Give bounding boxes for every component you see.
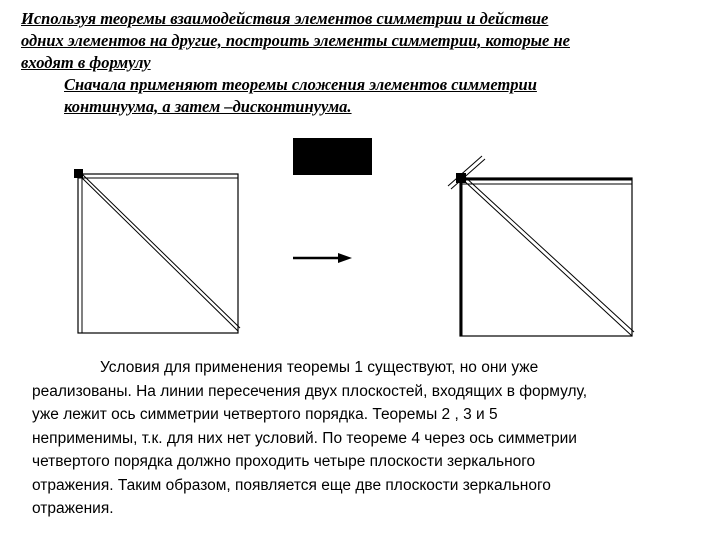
heading-line-1: Используя теоремы взаимодействия элементов симметрии и действие [21, 9, 549, 28]
body-line-7: отражения. [32, 500, 114, 517]
heading-line-4: Сначала применяют теоремы сложения элементов симметрии [64, 75, 537, 94]
body-line-1: Условия для применения теоремы 1 существуют, но они уже [100, 359, 539, 376]
right-square-figure [448, 156, 634, 336]
task-heading [21, 8, 701, 118]
heading-line-3: входят в формулу [21, 53, 151, 72]
body-line-3: уже лежит ось симметрии четвертого порядка. Теоремы 2 , 3 и 5 [32, 406, 498, 423]
heading-line-5: континуума, а затем –дисконтинуума. [64, 97, 352, 116]
explanation-paragraph [32, 356, 702, 521]
right-diagonal-plane-b [464, 176, 634, 332]
heading-line-2: одних элементов на другие, построить элементы симметрии, которые не [21, 31, 570, 50]
body-line-2: реализованы. На линии пересечения двух плоскостей, входящих в формулу, [32, 382, 588, 400]
right-fourfold-axis-icon [456, 173, 466, 183]
body-line-4: неприменимы, т.к. для них нет условий. По теореме 4 через ось симметрии [32, 429, 577, 447]
left-diagonal-plane-b [81, 173, 240, 328]
black-rectangle-icon [293, 138, 372, 175]
body-line-5: четвертого порядка должно проходить четыре плоскости зеркального [32, 453, 536, 470]
left-fourfold-axis-icon [74, 169, 83, 178]
right-diagonal-plane-a [461, 178, 632, 336]
symmetry-construction-figure [0, 130, 720, 345]
left-diagonal-plane-a [78, 174, 238, 331]
left-square-figure [74, 169, 240, 333]
body-line-6: отражения. Таким образом, появляется еще две плоскости зеркального [32, 476, 551, 494]
right-arrow-icon [293, 253, 352, 263]
